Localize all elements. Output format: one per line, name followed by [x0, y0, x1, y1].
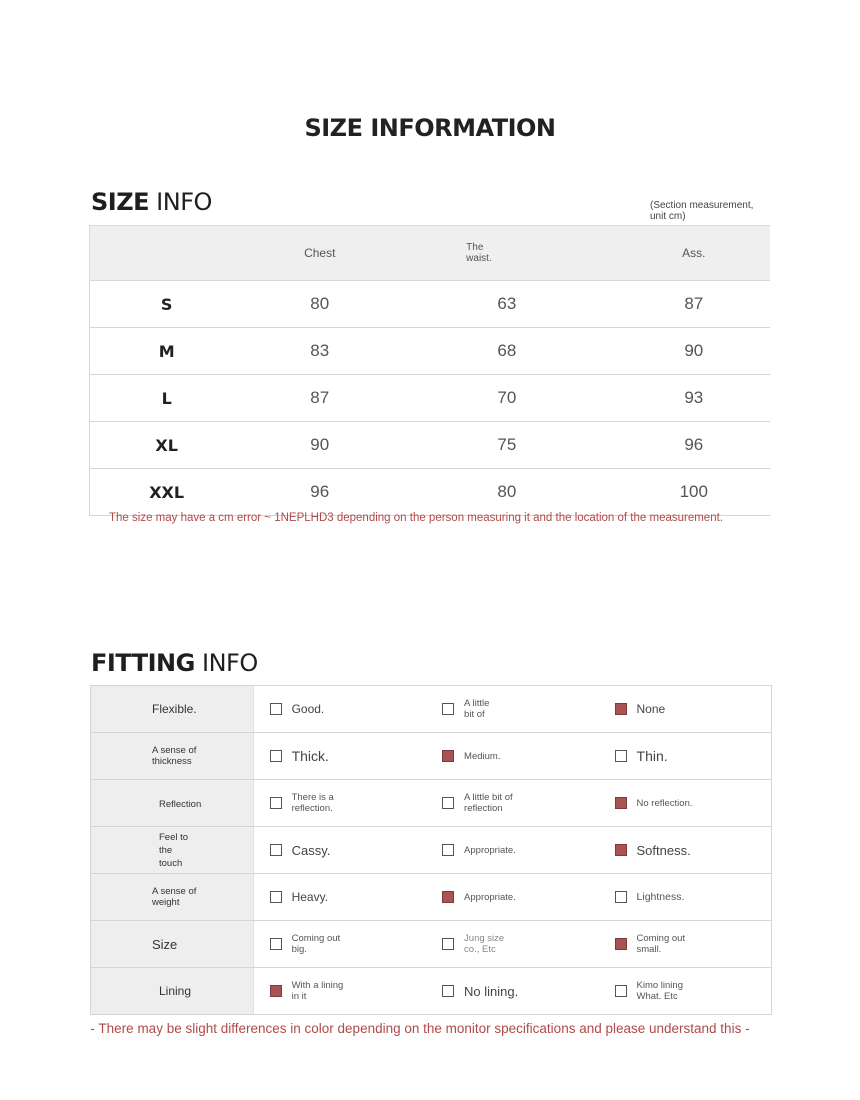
checkbox-icon: [615, 750, 627, 762]
checked-checkbox-icon: [442, 750, 454, 762]
fitting-row: [91, 780, 772, 827]
checkbox-icon: [442, 938, 454, 950]
waist-value: 68: [396, 328, 617, 375]
fitting-option: A little bit of reflection: [442, 792, 597, 814]
checkbox-icon: [615, 891, 627, 903]
checked-checkbox-icon: [615, 797, 627, 809]
size-header-blank: [90, 226, 244, 281]
page-title: SIZE INFORMATION: [304, 114, 556, 142]
chest-value: 83: [243, 328, 396, 375]
fitting-option: None: [615, 703, 770, 715]
size-label: S: [90, 281, 244, 328]
waist-value: 70: [396, 375, 617, 422]
size-header-chest: Chest: [243, 226, 396, 281]
chest-value: 87: [243, 375, 396, 422]
fitting-option: No reflection.: [615, 797, 770, 809]
size-info-heading: [91, 188, 212, 216]
color-disclaimer-note: - There may be slight differences in color depending on the monitor specifications and please understand this -: [90, 1021, 750, 1036]
size-header-waist: The waist.: [396, 226, 617, 281]
checkbox-icon: [270, 797, 282, 809]
checkbox-icon: [270, 844, 282, 856]
chest-value: 90: [243, 422, 396, 469]
fitting-option: Jung size co., Etc: [442, 933, 597, 955]
checked-checkbox-icon: [442, 891, 454, 903]
fitting-option: No lining.: [442, 985, 597, 997]
waist-value: 80: [396, 469, 617, 516]
size-row: [90, 469, 771, 516]
size-label: M: [90, 328, 244, 375]
checkbox-icon: [442, 985, 454, 997]
fitting-option: Thin.: [615, 750, 770, 762]
ass-value: 100: [618, 469, 770, 516]
fitting-row: [91, 827, 772, 874]
fitting-option: With a lining in it: [270, 980, 425, 1002]
fitting-label: Feel to the touch: [91, 827, 254, 874]
checked-checkbox-icon: [615, 844, 627, 856]
fitting-row: [91, 733, 772, 780]
fitting-option: A little bit of: [442, 698, 597, 720]
size-row: [90, 375, 771, 422]
fitting-label: Size: [91, 921, 254, 968]
fitting-option: Medium.: [442, 750, 597, 762]
ass-value: 93: [618, 375, 770, 422]
fitting-info-heading-bold: FITTING: [91, 649, 195, 677]
fitting-option: There is a reflection.: [270, 792, 425, 814]
fitting-option: Coming out small.: [615, 933, 770, 955]
fitting-row: [91, 874, 772, 921]
fitting-row: [91, 686, 772, 733]
fitting-label: A sense of weight: [91, 874, 254, 921]
checkbox-icon: [442, 797, 454, 809]
size-table-header: [90, 226, 771, 281]
fitting-row: [91, 921, 772, 968]
fitting-option: Coming out big.: [270, 933, 425, 955]
size-info-heading-bold: SIZE: [91, 188, 150, 216]
size-table: [89, 225, 770, 516]
size-header-ass: Ass.: [618, 226, 770, 281]
chest-value: 80: [243, 281, 396, 328]
fitting-option: Appropriate.: [442, 844, 597, 856]
waist-value: 75: [396, 422, 617, 469]
size-label: XXL: [90, 469, 244, 516]
checkbox-icon: [615, 985, 627, 997]
ass-value: 90: [618, 328, 770, 375]
checkbox-icon: [270, 750, 282, 762]
fitting-option: Heavy.: [270, 891, 425, 903]
checkbox-icon: [442, 703, 454, 715]
size-row: [90, 328, 771, 375]
fitting-option: Softness.: [615, 844, 770, 856]
ass-value: 96: [618, 422, 770, 469]
fitting-option: Good.: [270, 703, 425, 715]
checkbox-icon: [270, 703, 282, 715]
fitting-row: [91, 968, 772, 1015]
checked-checkbox-icon: [270, 985, 282, 997]
size-row: [90, 422, 771, 469]
size-label: L: [90, 375, 244, 422]
fitting-label: A sense of thickness: [91, 733, 254, 780]
size-row: [90, 281, 771, 328]
fitting-info-heading: [91, 649, 258, 677]
checked-checkbox-icon: [615, 938, 627, 950]
fitting-label: Flexible.: [91, 686, 254, 733]
waist-value: 63: [396, 281, 617, 328]
fitting-label: Reflection: [91, 780, 254, 827]
checkbox-icon: [270, 938, 282, 950]
checkbox-icon: [442, 844, 454, 856]
ass-value: 87: [618, 281, 770, 328]
size-error-note: The size may have a cm error ~ 1NEPLHD3 depending on the person measuring it and the location of the measurement.: [109, 512, 723, 524]
chest-value: 96: [243, 469, 396, 516]
fitting-option: Appropriate.: [442, 891, 597, 903]
checkbox-icon: [270, 891, 282, 903]
fitting-option: Lightness.: [615, 891, 770, 903]
fitting-option: Cassy.: [270, 844, 425, 856]
size-label: XL: [90, 422, 244, 469]
fitting-table: [90, 685, 772, 1015]
checked-checkbox-icon: [615, 703, 627, 715]
fitting-label: Lining: [91, 968, 254, 1015]
unit-note: (Section measurement, unit cm): [650, 200, 754, 222]
size-info-heading-light: INFO: [156, 188, 212, 216]
fitting-option: Kimo lining What. Etc: [615, 980, 770, 1002]
fitting-info-heading-light: INFO: [201, 649, 258, 677]
fitting-option: Thick.: [270, 750, 425, 762]
